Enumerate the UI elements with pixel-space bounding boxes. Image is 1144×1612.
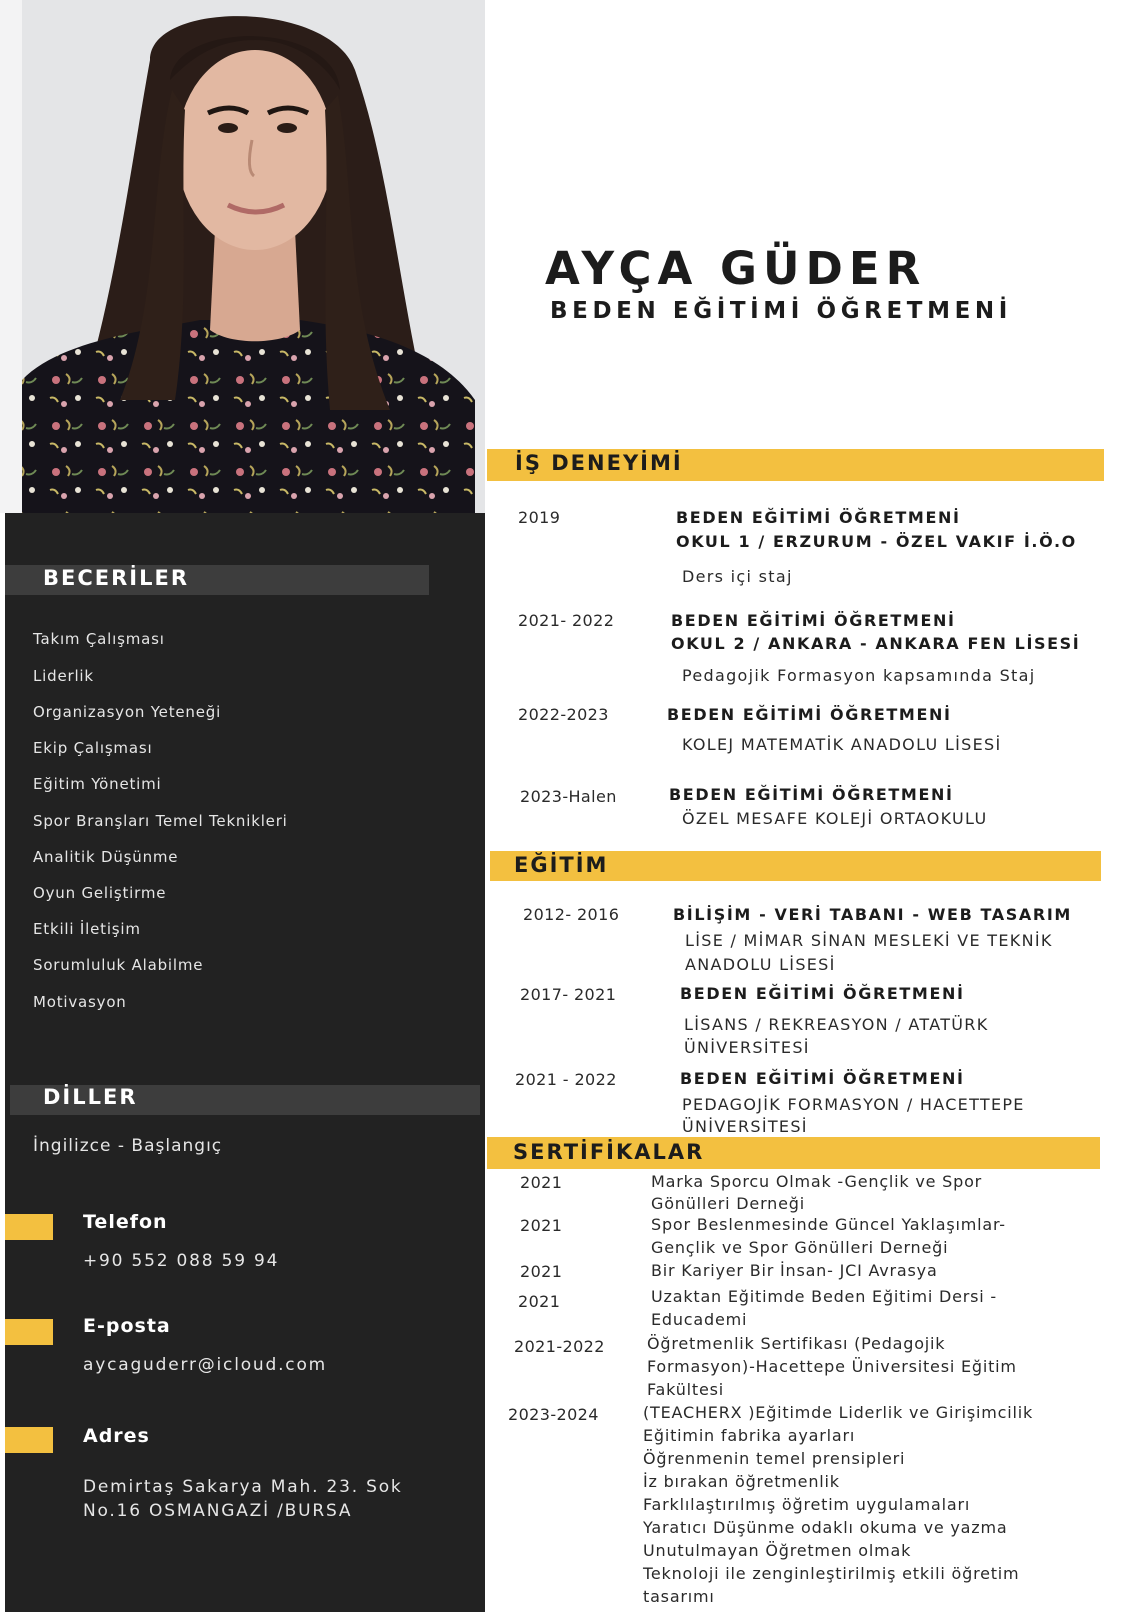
- certificate-year: 2023-2024: [508, 1405, 599, 1424]
- skill-item: Ekip Çalışması: [33, 739, 153, 757]
- certificate-text: tasarımı: [643, 1587, 715, 1606]
- certificate-text: (TEACHERX )Eğitimde Liderlik ve Girişimcilik: [643, 1403, 1034, 1422]
- languages-heading: DİLLER: [43, 1085, 138, 1109]
- skills-heading: BECERİLER: [43, 566, 189, 590]
- certificate-text: Teknoloji ile zenginleştirilmiş etkili öğretim: [643, 1564, 1020, 1583]
- certificate-text: İz bırakan öğretmenlik: [643, 1472, 840, 1491]
- skill-item: Sorumluluk Alabilme: [33, 956, 204, 974]
- address-line: No.16 OSMANGAZİ /BURSA: [83, 1501, 353, 1521]
- skill-item: Liderlik: [33, 667, 94, 685]
- certificate-text: Educademi: [651, 1310, 748, 1329]
- certificate-year: 2021: [520, 1216, 563, 1235]
- experience-title: BEDEN EĞİTİMİ ÖĞRETMENİ: [669, 785, 954, 804]
- experience-note: Ders içi staj: [682, 567, 793, 586]
- person-title: BEDEN EĞİTİMİ ÖĞRETMENİ: [550, 298, 1012, 324]
- experience-year: 2023-Halen: [520, 787, 617, 806]
- education-detail: ÜNİVERSİTESİ: [682, 1117, 808, 1136]
- certificate-text: Unutulmayan Öğretmen olmak: [643, 1541, 912, 1560]
- skill-item: Spor Branşları Temel Teknikleri: [33, 812, 288, 830]
- certificate-text: Eğitimin fabrika ayarları: [643, 1426, 856, 1445]
- phone-accent-bar: [5, 1214, 53, 1240]
- phone-value: +90 552 088 59 94: [83, 1251, 280, 1271]
- experience-title: BEDEN EĞİTİMİ ÖĞRETMENİ: [667, 705, 952, 724]
- skill-item: Motivasyon: [33, 993, 127, 1011]
- certificate-text: Öğretmenlik Sertifikası (Pedagojik: [647, 1334, 946, 1353]
- experience-heading: İŞ DENEYİMİ: [515, 451, 683, 475]
- certificate-text: Fakültesi: [647, 1380, 724, 1399]
- education-title: BEDEN EĞİTİMİ ÖĞRETMENİ: [680, 984, 965, 1003]
- certificate-text: Farklılaştırılmış öğretim uygulamaları: [643, 1495, 971, 1514]
- certificate-text: Marka Sporcu Olmak -Gençlik ve Spor: [651, 1172, 983, 1191]
- certificate-year: 2021: [520, 1173, 563, 1192]
- phone-label: Telefon: [83, 1211, 168, 1233]
- skill-item: Analitik Düşünme: [33, 848, 179, 866]
- skill-item: Organizasyon Yeteneği: [33, 703, 222, 721]
- education-detail: LİSANS / REKREASYON / ATATÜRK: [684, 1015, 989, 1034]
- education-detail: ANADOLU LİSESİ: [685, 955, 836, 974]
- certificate-year: 2021: [520, 1262, 563, 1281]
- education-title: BEDEN EĞİTİMİ ÖĞRETMENİ: [680, 1069, 965, 1088]
- certificate-text: Gönülleri Derneği: [651, 1194, 805, 1213]
- skill-item: Eğitim Yönetimi: [33, 775, 162, 793]
- experience-year: 2022-2023: [518, 705, 609, 724]
- portrait-illustration: [0, 0, 485, 513]
- certificate-year: 2021: [518, 1292, 561, 1311]
- email-value: aycaguderr@icloud.com: [83, 1355, 328, 1375]
- education-title: BİLİŞİM - VERİ TABANI - WEB TASARIM: [673, 905, 1072, 924]
- email-accent-bar: [5, 1319, 53, 1345]
- education-detail: PEDAGOJİK FORMASYON / HACETTEPE: [682, 1095, 1025, 1114]
- certificate-text: Öğrenmenin temel prensipleri: [643, 1449, 906, 1468]
- certificate-text: Uzaktan Eğitimde Beden Eğitimi Dersi -: [651, 1287, 997, 1306]
- skill-item: Oyun Geliştirme: [33, 884, 167, 902]
- education-detail: LİSE / MİMAR SİNAN MESLEKİ VE TEKNİK: [685, 931, 1053, 950]
- address-accent-bar: [5, 1427, 53, 1453]
- certificate-text: Spor Beslenmesinde Güncel Yaklaşımlar-: [651, 1215, 1006, 1234]
- address-label: Adres: [83, 1425, 150, 1447]
- experience-title: BEDEN EĞİTİMİ ÖĞRETMENİ: [676, 508, 961, 527]
- email-label: E-posta: [83, 1315, 171, 1337]
- experience-note: Pedagojik Formasyon kapsamında Staj: [682, 666, 1036, 685]
- skill-item: Takım Çalışması: [33, 630, 165, 648]
- sidebar: [5, 513, 485, 1612]
- language-item: İngilizce - Başlangıç: [33, 1136, 223, 1156]
- skill-item: Etkili İletişim: [33, 920, 141, 938]
- certificate-text: Formasyon)-Hacettepe Üniversitesi Eğitim: [647, 1357, 1017, 1376]
- certificate-text: Gençlik ve Spor Gönülleri Derneği: [651, 1238, 949, 1257]
- experience-year: 2021- 2022: [518, 611, 615, 630]
- experience-note: ÖZEL MESAFE KOLEJİ ORTAOKULU: [682, 809, 988, 828]
- profile-photo: [0, 0, 485, 513]
- person-name: AYÇA GÜDER: [545, 242, 927, 295]
- education-heading: EĞİTİM: [514, 853, 609, 877]
- certificate-text: Bir Kariyer Bir İnsan- JCI Avrasya: [651, 1261, 938, 1280]
- experience-year: 2019: [518, 508, 561, 527]
- experience-place: OKUL 2 / ANKARA - ANKARA FEN LİSESİ: [671, 634, 1081, 653]
- certificates-heading: SERTİFİKALAR: [513, 1140, 705, 1164]
- address-line: Demirtaş Sakarya Mah. 23. Sok: [83, 1477, 403, 1497]
- education-year: 2017- 2021: [520, 985, 617, 1004]
- education-year: 2021 - 2022: [515, 1070, 617, 1089]
- certificate-year: 2021-2022: [514, 1337, 605, 1356]
- experience-note: KOLEJ MATEMATİK ANADOLU LİSESİ: [682, 735, 1002, 754]
- certificate-text: Yaratıcı Düşünme odaklı okuma ve yazma: [643, 1518, 1008, 1537]
- experience-place: OKUL 1 / ERZURUM - ÖZEL VAKIF İ.Ö.O: [676, 532, 1077, 551]
- education-year: 2012- 2016: [523, 905, 620, 924]
- experience-title: BEDEN EĞİTİMİ ÖĞRETMENİ: [671, 611, 956, 630]
- education-detail: ÜNİVERSİTESİ: [684, 1038, 810, 1057]
